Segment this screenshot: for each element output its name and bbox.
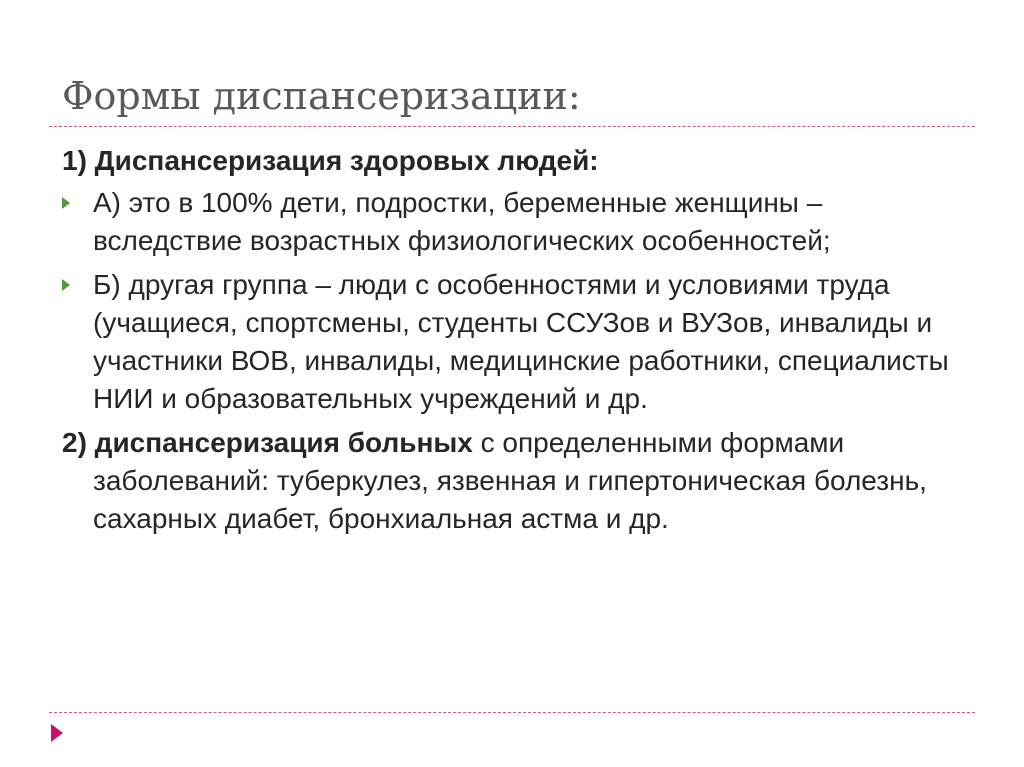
title-divider — [49, 126, 975, 127]
section-sick — [62, 424, 962, 538]
bullet-text: Б) другая группа – люди с особенностями и условиями труда (учащиеся, спортсмены, студенты ССУЗов и ВУЗов, инвалиды и участники ВОВ, инвалиды, медицинские работники, специалисты НИИ и образовательных учреждений и др. — [93, 269, 949, 414]
bullet-triangle-icon — [62, 197, 70, 209]
section-heading-healthy — [62, 142, 962, 180]
list-item — [62, 266, 962, 418]
section-sick-text: с определенными формами заболеваний: туберкулез, язвенная и гипертоническая болезнь, сахарных диабет, бронхиальная астма и др. — [93, 427, 927, 534]
triangle-marker-icon — [51, 724, 63, 742]
slide-title: Формы диспансеризации: — [62, 74, 581, 118]
slide-body — [62, 142, 962, 538]
section-heading-text: 1) Диспансеризация здоровых людей: — [62, 145, 599, 176]
bullet-list — [62, 184, 962, 418]
list-item — [62, 184, 962, 260]
bullet-text: А) это в 100% дети, подростки, беременные женщины – вследствие возрастных физиологических особенностей; — [93, 187, 831, 256]
section-sick-heading: 2) диспансеризация больных — [62, 427, 473, 458]
footer-divider — [49, 712, 975, 713]
bullet-triangle-icon — [62, 279, 70, 291]
